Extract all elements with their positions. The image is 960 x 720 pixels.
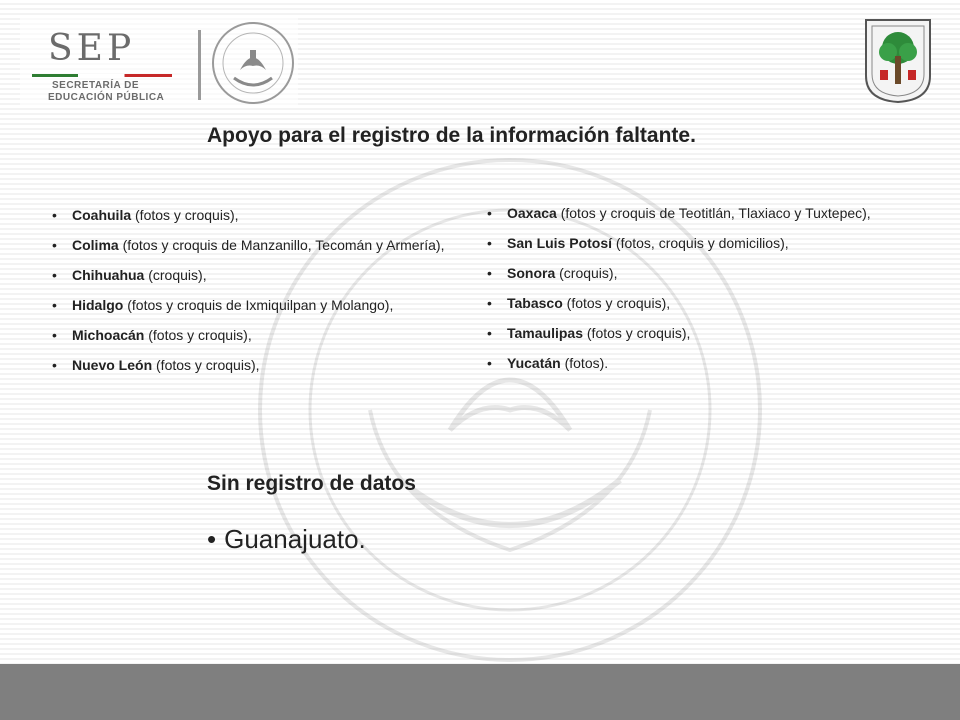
- list-item: [487, 354, 902, 372]
- state-detail: (fotos, croquis y domicilios),: [612, 235, 789, 251]
- no-data-state: Guanajuato.: [224, 524, 366, 554]
- state-detail: (croquis),: [555, 265, 618, 281]
- sep-name-line2: EDUCACIÓN PÚBLICA: [48, 92, 165, 103]
- state-detail: (fotos y croquis de Teotitlán, Tlaxiaco y Tuxtepec),: [556, 205, 871, 221]
- list-item: [487, 234, 902, 252]
- list-item: [52, 296, 482, 314]
- list-item: [52, 236, 482, 254]
- list-item: [487, 294, 902, 312]
- state-name: Tabasco: [507, 295, 563, 311]
- state-detail: (fotos y croquis),: [562, 295, 671, 311]
- state-name: Hidalgo: [72, 297, 124, 313]
- mexican-coat-of-arms-icon: [210, 20, 296, 106]
- list-item: [52, 326, 482, 344]
- state-detail: (fotos y croquis),: [583, 325, 691, 341]
- no-data-heading: Sin registro de datos: [207, 472, 416, 495]
- flag-stripe: [32, 74, 172, 77]
- no-data-item: [207, 524, 366, 555]
- logo-divider: [198, 30, 201, 100]
- left-state-list: [52, 206, 482, 386]
- state-name: Michoacán: [72, 327, 145, 343]
- state-detail: (fotos).: [560, 355, 609, 371]
- list-item: [487, 264, 902, 282]
- state-detail: (fotos y croquis de Ixmiquilpan y Molango),: [123, 297, 394, 313]
- list-item: [52, 206, 482, 224]
- state-name: Oaxaca: [507, 205, 557, 221]
- footer-band: [0, 664, 960, 720]
- list-item: [487, 324, 902, 342]
- list-item: [487, 204, 902, 222]
- conaliteg-tree-emblem-icon: [862, 16, 934, 104]
- state-detail: (fotos y croquis),: [131, 207, 239, 223]
- state-name: Coahuila: [72, 207, 132, 223]
- slide-title: Apoyo para el registro de la información faltante.: [207, 124, 696, 147]
- list-item: [52, 356, 482, 374]
- state-detail: (fotos y croquis),: [152, 357, 260, 373]
- bullet-icon: •: [207, 524, 217, 554]
- sep-name-line1: SECRETARÍA DE: [52, 80, 140, 91]
- state-name: Yucatán: [507, 355, 561, 371]
- right-state-list: [487, 204, 902, 384]
- state-name: Nuevo León: [72, 357, 153, 373]
- state-name: Chihuahua: [72, 267, 145, 283]
- state-name: Tamaulipas: [507, 325, 583, 341]
- state-name: San Luis Potosí: [507, 235, 613, 251]
- state-detail: (fotos y croquis),: [144, 327, 252, 343]
- state-detail: (croquis),: [144, 267, 207, 283]
- state-detail: (fotos y croquis de Manzanillo, Tecomán y Armería),: [118, 237, 445, 253]
- sep-acronym: SEP: [48, 28, 136, 69]
- state-name: Sonora: [507, 265, 556, 281]
- list-item: [52, 266, 482, 284]
- state-name: Colima: [72, 237, 119, 253]
